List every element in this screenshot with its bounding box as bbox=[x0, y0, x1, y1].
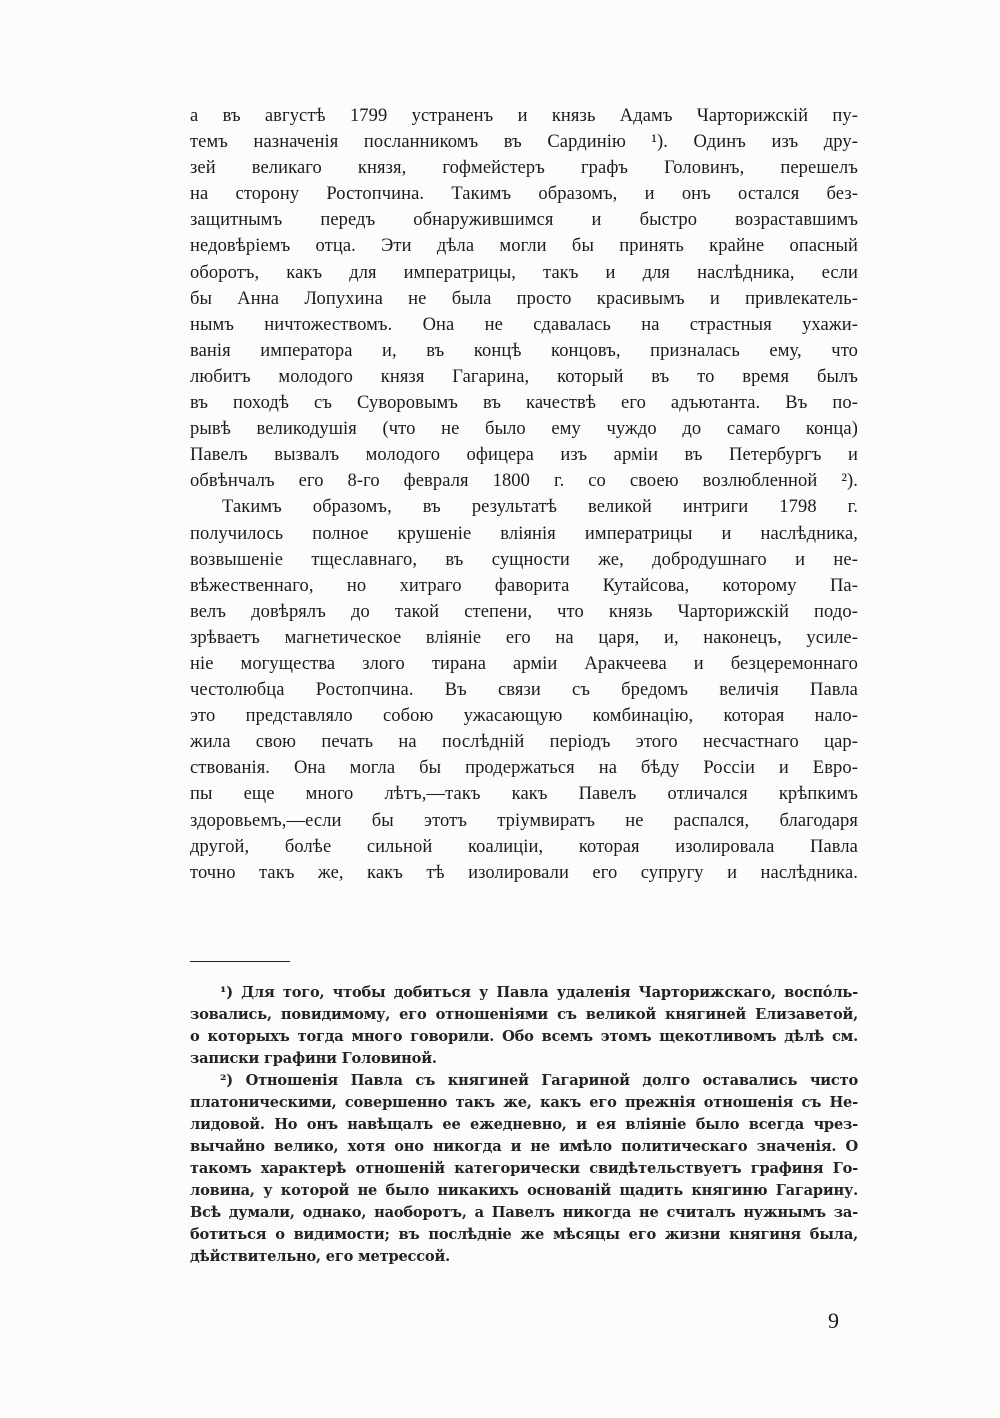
footnote-line: зовались, повидимому, его отношеніями съ великой княгиней Елизаветой, bbox=[190, 1006, 858, 1023]
text-line: рывѣ великодушія (что не было ему чуждо до самаго конца) bbox=[190, 419, 858, 440]
text-line: любитъ молодого князя Гагарина, который въ то время былъ bbox=[190, 366, 858, 387]
text-line: бы Анна Лопухина не была просто красивымъ и привлекатель- bbox=[190, 288, 858, 309]
paragraph bbox=[190, 103, 858, 494]
footnote-1 bbox=[190, 982, 858, 1070]
footnote-line: ловина, у которой не было никакихъ основаній щадить княгиню Гагарину. bbox=[190, 1182, 858, 1199]
text-line: на сторону Ростопчина. Такимъ образомъ, и онъ остался без- bbox=[190, 184, 858, 205]
footnote-2 bbox=[190, 1070, 858, 1268]
text-line: другой, болѣе сильной коалиціи, которая изолировала Павла bbox=[190, 836, 858, 857]
footnote-line: Всѣ думали, однако, наоборотъ, а Павелъ никогда не считалъ нужнымъ за- bbox=[190, 1204, 858, 1221]
text-line: недовѣріемъ отца. Эти дѣла могли бы принять крайне опасный bbox=[190, 236, 858, 257]
text-line: здоровьемъ,—если бы этотъ тріумвиратъ не распался, благодаря bbox=[190, 810, 858, 831]
text-line: Павелъ вызвалъ молодого офицера изъ арміи въ Петербургъ и bbox=[190, 445, 858, 466]
footnote-line: о которыхъ тогда много говорили. Обо всемъ этомъ щекотливомъ дѣлѣ см. bbox=[190, 1028, 858, 1045]
text-line: оборотъ, какъ для императрицы, такъ и для наслѣдника, если bbox=[190, 262, 858, 283]
text-line: а въ августѣ 1799 устраненъ и князь Адамъ Чарторижскій пу- bbox=[190, 106, 858, 126]
text-line: въ походѣ съ Суворовымъ въ качествѣ его адъютанта. Въ по- bbox=[190, 393, 858, 414]
text-line: ствованія. Она могла бы продержаться на бѣду Россіи и Евро- bbox=[190, 758, 858, 779]
main-text bbox=[190, 103, 858, 886]
footnote-line: платоническими, совершенно такъ же, какъ его прежнія отношенія съ Не- bbox=[190, 1094, 858, 1111]
text-line: возвышеніе тщеславнаго, въ сущности же, добродушнаго и не- bbox=[190, 549, 858, 570]
text-line: ванія императора и, въ концѣ концовъ, призналась ему, что bbox=[190, 340, 858, 361]
text-line: жила свою печать на послѣдній періодъ этого несчастнаго цар- bbox=[190, 732, 858, 753]
text-line: нымъ ничтожествомъ. Она не сдавалась на страстныя ухажи- bbox=[190, 314, 858, 335]
text-line: велъ довѣрялъ до такой степени, что князь Чарторижскій подо- bbox=[190, 601, 858, 622]
footnotes bbox=[190, 982, 858, 1268]
text-line: защитнымъ передъ обнаружившимся и быстро возраставшимъ bbox=[190, 210, 858, 231]
text-line: честолюбца Ростопчина. Въ связи съ бредомъ величія Павла bbox=[190, 680, 858, 701]
text-line: получилось полное крушеніе вліянія императрицы и наслѣдника, bbox=[190, 523, 858, 544]
text-line: Такимъ образомъ, въ результатѣ великой интриги 1798 г. bbox=[222, 497, 858, 518]
text-line: темъ назначенія посланникомъ въ Сардинію ¹). Одинъ изъ дру- bbox=[190, 132, 858, 153]
text-line: это представляло собою ужасающую комбинацію, которая нало- bbox=[190, 706, 858, 727]
text-line: зей великаго князя, гофмейстеръ графъ Головинъ, перешелъ bbox=[190, 158, 858, 179]
footnote-line: такомъ характерѣ отношеній категорически свидѣтельствуетъ графиня Го- bbox=[190, 1160, 858, 1177]
paragraph bbox=[190, 494, 858, 885]
text-line: зрѣваетъ магнетическое вліяніе его на царя, и, наконецъ, усиле- bbox=[190, 627, 858, 648]
text-line: пы еще много лѣтъ,—такъ какъ Павелъ отличался крѣпкимъ bbox=[190, 784, 858, 805]
text-line: ніе могущества злого тирана арміи Аракчеева и безцеремоннаго bbox=[190, 653, 858, 674]
footnote-line: ботиться о видимости; въ послѣдніе же мѣсяцы его жизни княгиня была, bbox=[190, 1226, 858, 1243]
footnote-line: дѣйствительно, его метрессой. bbox=[190, 1248, 450, 1265]
text-line: обвѣнчалъ его 8-го февраля 1800 г. со своею возлюбленной ²). bbox=[190, 471, 858, 492]
footnote-divider bbox=[190, 961, 290, 962]
footnote-line: лидовой. Но онъ навѣщалъ ее ежедневно, и ея вліяніе было всегда чрез- bbox=[190, 1116, 858, 1133]
footnote-line: ¹) Для того, чтобы добиться у Павла удаленія Чарторижскаго, воспόль- bbox=[220, 984, 858, 1001]
page-number: 9 bbox=[828, 1308, 839, 1333]
footnote-line: вычайно велико, хотя оно никогда и не имѣло политическаго значенія. О bbox=[190, 1138, 858, 1155]
text-line: вѣжественнаго, но хитраго фаворита Кутайсова, которому Па- bbox=[190, 575, 858, 596]
text-line: точно такъ же, какъ тѣ изолировали его супругу и наслѣдника. bbox=[190, 862, 858, 883]
footnote-line: ²) Отношенія Павла съ княгиней Гагариной долго оставались чисто bbox=[220, 1072, 858, 1089]
footnote-line: записки графини Головиной. bbox=[190, 1050, 437, 1067]
